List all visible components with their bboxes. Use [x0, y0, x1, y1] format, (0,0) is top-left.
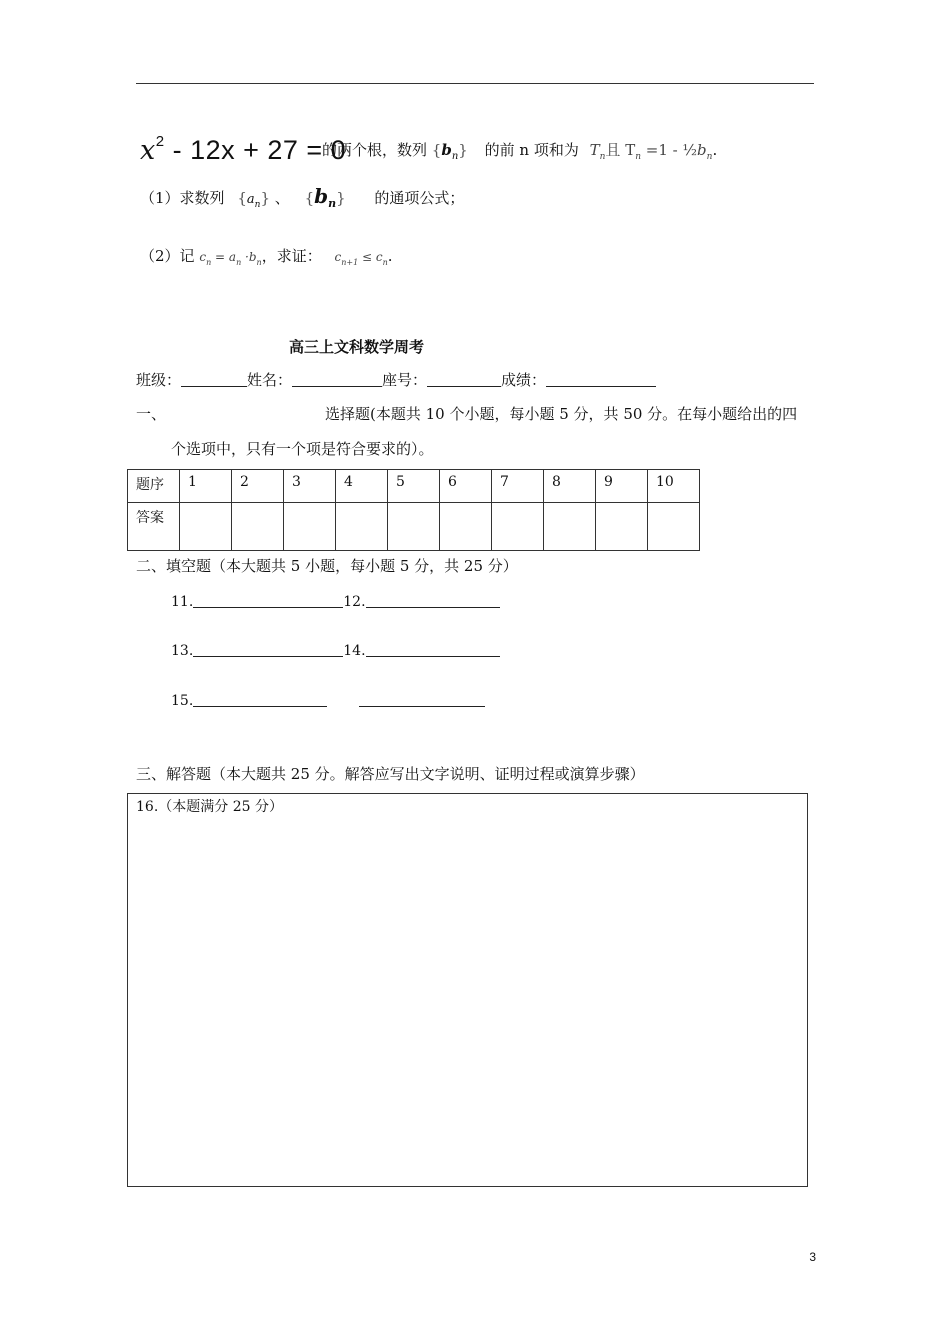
question-number-cell: 4: [336, 470, 388, 503]
quadratic-equation: $x^2 - 12x + 27 = 0$: [140, 133, 347, 166]
question-number-cell: 5: [388, 470, 440, 503]
section2-heading: 二、填空题（本大题共 5 小题，每小题 5 分，共 25 分）: [136, 557, 518, 575]
blank-12-field[interactable]: [366, 593, 500, 608]
answer-cell[interactable]: [492, 503, 544, 551]
question-number-cell: 7: [492, 470, 544, 503]
question-number-cell: 2: [232, 470, 284, 503]
answer-cell[interactable]: [596, 503, 648, 551]
answer-cell[interactable]: [336, 503, 388, 551]
answer-table: [127, 469, 700, 551]
blank-15-field[interactable]: [193, 692, 327, 707]
blank-13-field[interactable]: [193, 642, 343, 657]
table-row: [128, 470, 700, 503]
student-info-line: 班级： 姓名： 座号： 成绩：: [136, 370, 656, 390]
blank-11-field[interactable]: [193, 593, 343, 608]
fill-blank-row-3: 15.: [171, 691, 485, 711]
answer-cell[interactable]: [440, 503, 492, 551]
question-2: （2）记 $c_n = a_n \cdot b_n$，求证： $c_{n+1} \le c_n$.: [140, 247, 393, 267]
name-field[interactable]: [292, 372, 382, 387]
answer-cell[interactable]: [180, 503, 232, 551]
answer-cell[interactable]: [544, 503, 596, 551]
answer-box-16[interactable]: [127, 793, 808, 1187]
fill-blank-row-1: 11. 12.: [171, 592, 500, 612]
fill-blank-row-2: 13. 14.: [171, 641, 500, 661]
seat-field[interactable]: [427, 372, 501, 387]
page-number: 3: [809, 1250, 816, 1264]
answer-cell[interactable]: [388, 503, 440, 551]
answer-cell[interactable]: [284, 503, 336, 551]
question-16-label: 16.（本题满分 25 分）: [136, 799, 283, 815]
table-header-cell: 答案: [128, 503, 180, 551]
section1-line1: 选择题(本题共 10 个小题，每小题 5 分，共 50 分。在每小题给出的四: [325, 405, 798, 423]
section1-line2: 个选项中，只有一个项是符合要求的）。: [171, 440, 434, 458]
blank-14-field[interactable]: [366, 642, 500, 657]
section1-number: 一、: [136, 405, 167, 423]
header-rule: [136, 83, 814, 84]
sheet-title: 高三上文科数学周考: [289, 338, 425, 356]
question-number-cell: 6: [440, 470, 492, 503]
problem-line1: 的两个根，数列 $\{b_n\}$ 的前 n 项和为 $T_n$且 $T_n =1$ - $\frac{1}{2}b_n$.: [322, 141, 718, 162]
question-number-cell: 3: [284, 470, 336, 503]
class-field[interactable]: [181, 372, 247, 387]
question-number-cell: 10: [648, 470, 700, 503]
score-field[interactable]: [546, 372, 656, 387]
section3-heading: 三、解答题（本大题共 25 分。解答应写出文字说明、证明过程或演算步骤）: [136, 765, 645, 783]
table-header-cell: 题序: [128, 470, 180, 503]
answer-cell[interactable]: [232, 503, 284, 551]
table-row: [128, 503, 700, 551]
question-1: （1）求数列 $\{a_n\}$ 、 $\{b_n\}$ 的通项公式；: [140, 184, 465, 210]
question-number-cell: 8: [544, 470, 596, 503]
question-number-cell: 1: [180, 470, 232, 503]
extra-blank-field[interactable]: [359, 692, 485, 707]
answer-cell[interactable]: [648, 503, 700, 551]
question-number-cell: 9: [596, 470, 648, 503]
